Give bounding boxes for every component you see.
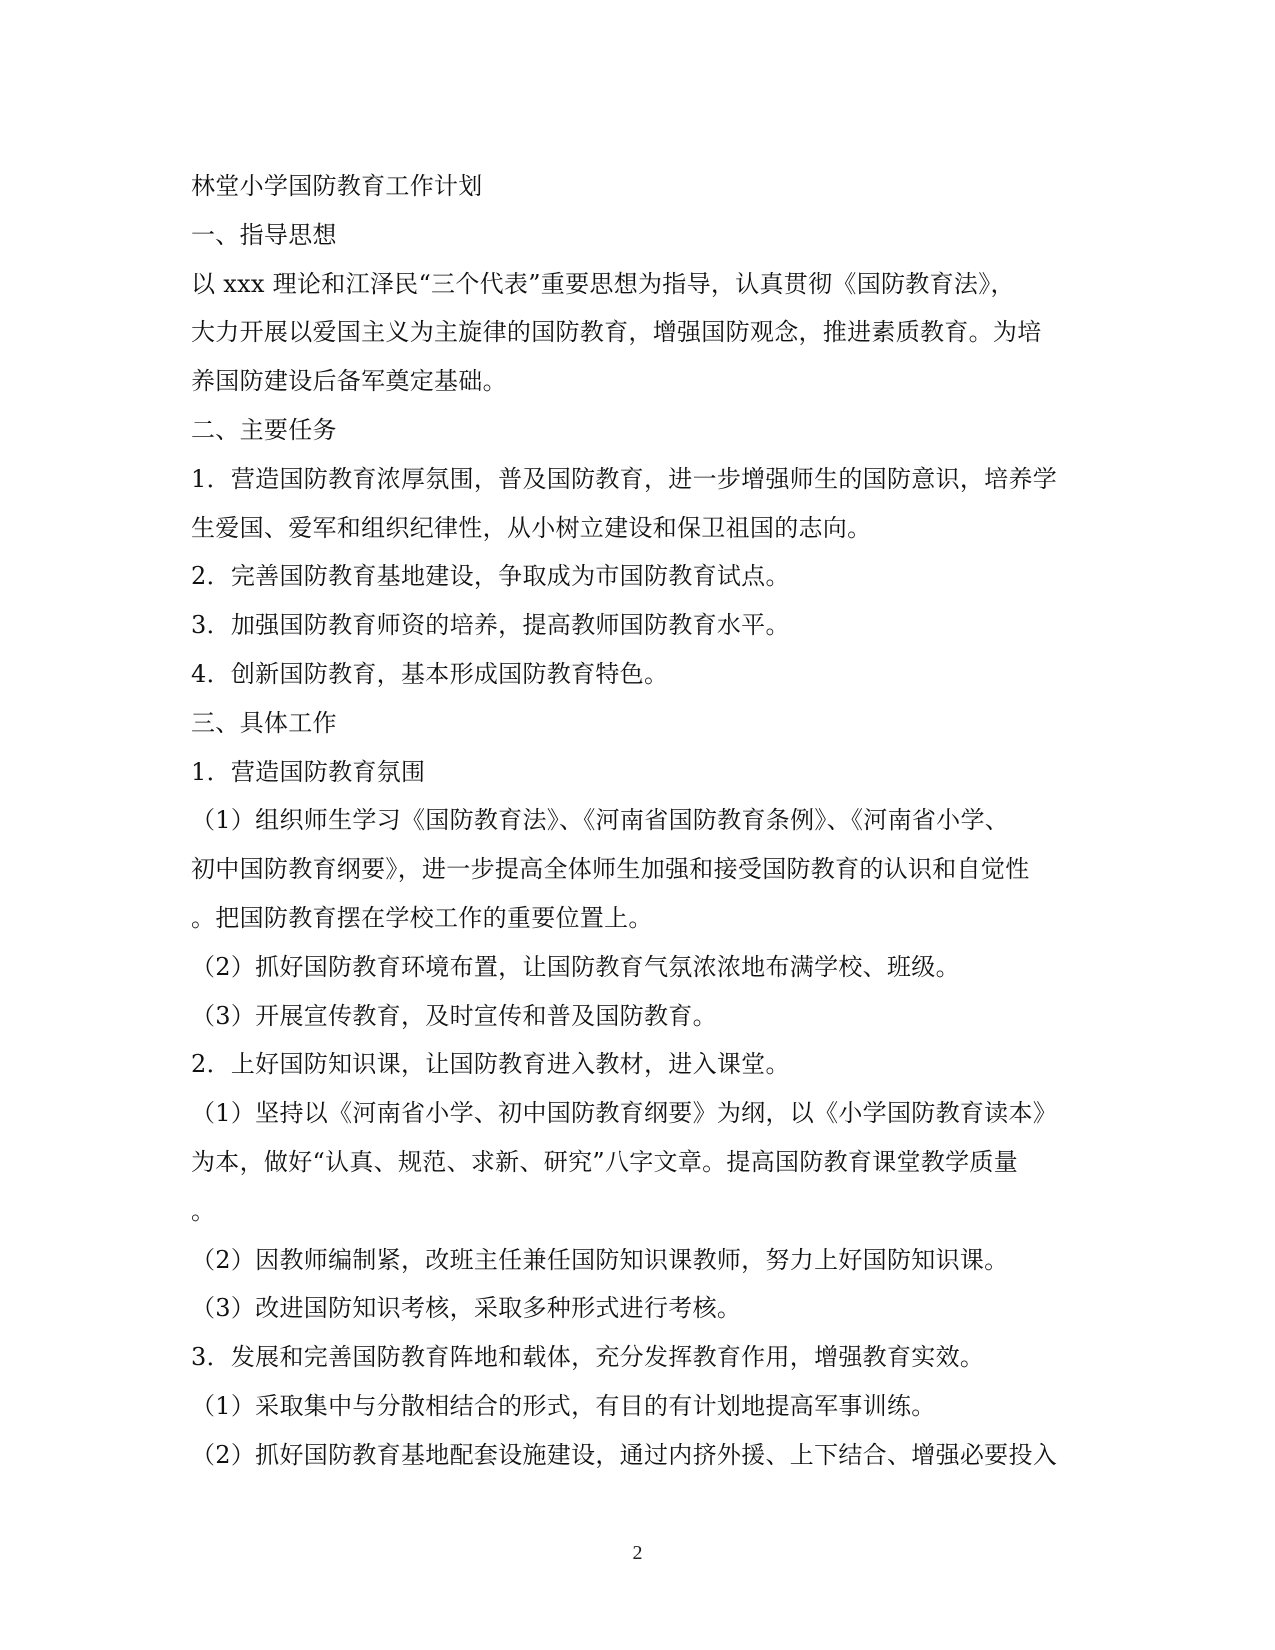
body-line: 2．上好国防知识课，让国防教育进入教材，进入课堂。 (191, 1050, 790, 1079)
body-line: 2．完善国防教育基地建设，争取成为市国防教育试点。 (191, 562, 790, 591)
body-line: （1）组织师生学习《国防教育法》、《河南省国防教育条例》、《河南省小学、 (191, 806, 1010, 835)
body-line: 以 xxx 理论和江泽民“三个代表”重要思想为指导，认真贯彻《国防教育法》， (191, 269, 1015, 298)
body-line: （2）抓好国防教育基地配套设施建设，通过内挤外援、上下结合、增强必要投入 (191, 1440, 1058, 1469)
body-line: 大力开展以爱国主义为主旋律的国防教育，增强国防观念，推进素质教育。为培 (191, 318, 1042, 347)
section-heading-specific-work: 三、具体工作 (191, 708, 337, 737)
page-number: 2 (632, 1542, 643, 1564)
body-line: （2）因教师编制紧，改班主任兼任国防知识课教师，努力上好国防知识课。 (191, 1245, 1009, 1274)
document-title: 林堂小学国防教育工作计划 (191, 172, 483, 200)
section-heading-guiding-ideology: 一、指导思想 (191, 220, 337, 249)
body-line: 初中国防教育纲要》，进一步提高全体师生加强和接受国防教育的认识和自觉性 (191, 855, 1030, 884)
body-line: 1．营造国防教育浓厚氛围，普及国防教育，进一步增强师生的国防意识，培养学 (191, 464, 1058, 493)
body-line: 3．加强国防教育师资的培养，提高教师国防教育水平。 (191, 611, 790, 640)
body-line: 1．营造国防教育氛围 (191, 757, 426, 786)
body-line: 3．发展和完善国防教育阵地和载体，充分发挥教育作用，增强教育实效。 (191, 1343, 985, 1372)
body-line: 。把国防教育摆在学校工作的重要位置上。 (191, 903, 653, 932)
body-line: 生爱国、爱军和组织纪律性，从小树立建设和保卫祖国的志向。 (191, 513, 872, 542)
body-line: （1）坚持以《河南省小学、初中国防教育纲要》为纲，以《小学国防教育读本》 (191, 1099, 1058, 1128)
body-line: （2）抓好国防教育环境布置，让国防教育气氛浓浓地布满学校、班级。 (191, 952, 960, 981)
body-line: （1）采取集中与分散相结合的形式，有目的有计划地提高军事训练。 (191, 1391, 936, 1420)
section-heading-main-tasks: 二、主要任务 (191, 415, 337, 444)
body-line: （3）开展宣传教育，及时宣传和普及国防教育。 (191, 1001, 717, 1030)
body-line: 养国防建设后备军奠定基础。 (191, 367, 507, 396)
body-line: 为本，做好“认真、规范、求新、研究”八字文章。提高国防教育课堂教学质量 (191, 1147, 1019, 1176)
body-line: 4．创新国防教育，基本形成国防教育特色。 (191, 659, 669, 688)
body-line: （3）改进国防知识考核，采取多种形式进行考核。 (191, 1294, 742, 1323)
body-line: 。 (191, 1196, 216, 1225)
document-body (191, 162, 1091, 1480)
